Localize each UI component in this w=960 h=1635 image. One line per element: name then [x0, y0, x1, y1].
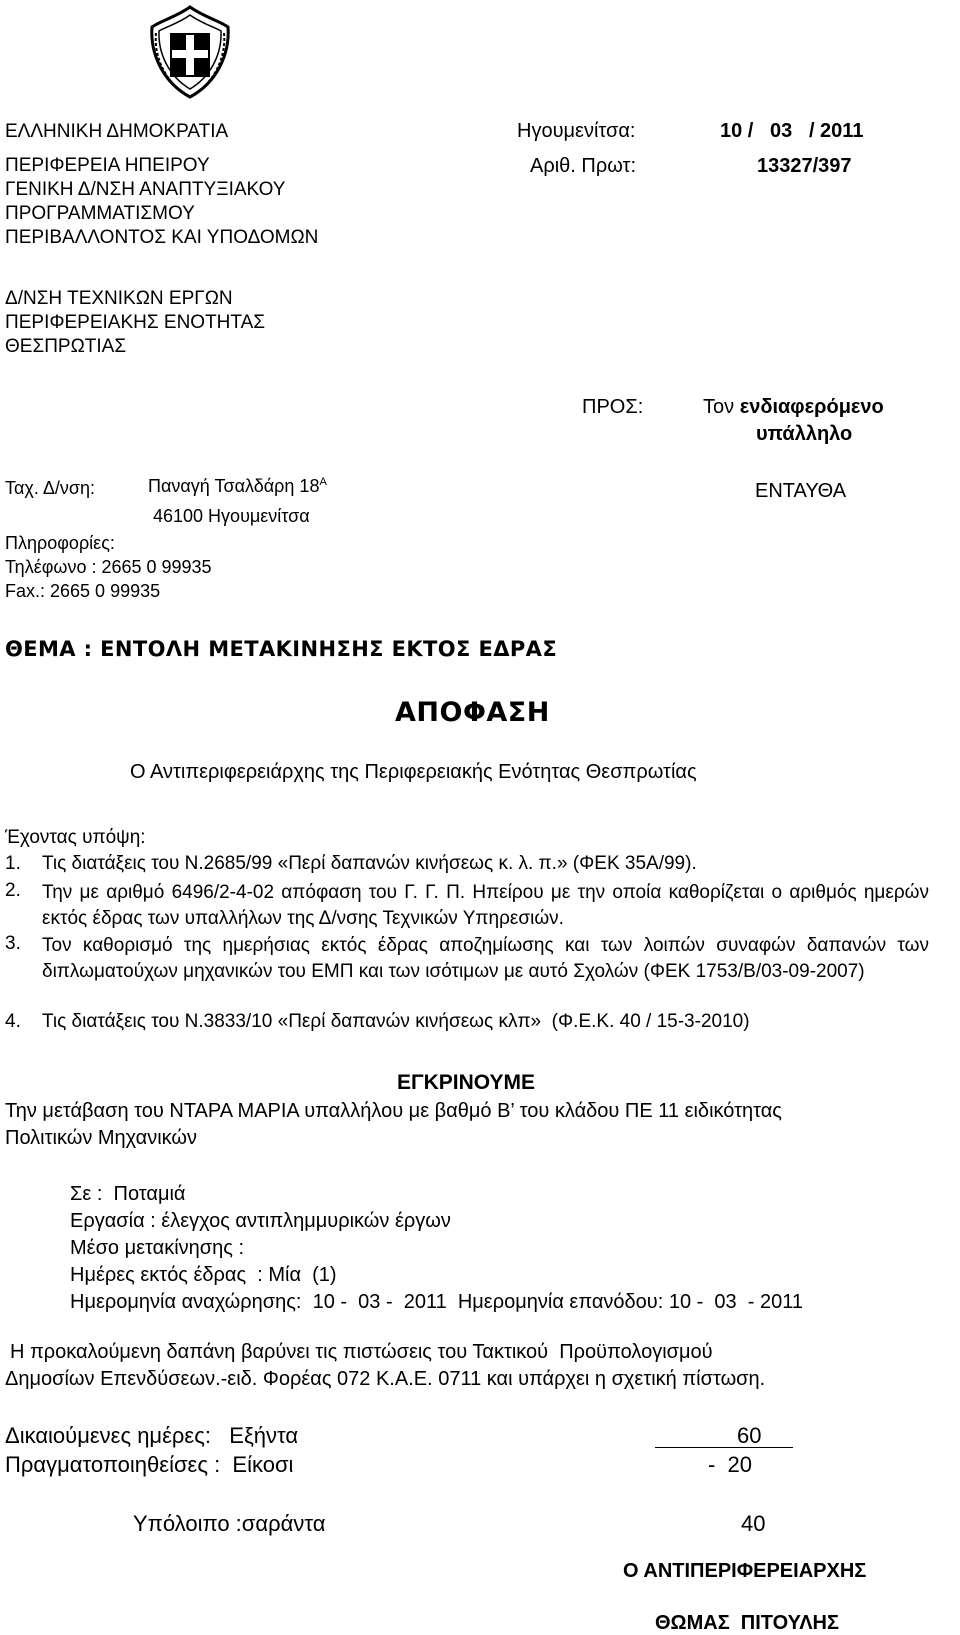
considering-label: Έχοντας υπόψη: [5, 827, 146, 848]
region-line: ΠΡΟΓΡΑΜΜΑΤΙΣΜΟΥ [5, 203, 195, 224]
detail-work: Εργασία : έλεγχος αντιπλημμυρικών έργων [70, 1210, 451, 1232]
address-superscript: Α [319, 476, 327, 488]
recipient-prefix: Τον [703, 396, 740, 418]
subject-heading: ΘΕΜΑ : ΕΝΤΟΛΗ ΜΕΤΑΚΙΝΗΣΗΣ ΕΚΤΟΣ ΕΔΡΑΣ [5, 637, 558, 661]
recipient-label: ΠΡΟΣ: [582, 396, 644, 418]
recipient-location: ΕΝΤΑΥΘΑ [755, 480, 847, 502]
address-label: Ταχ. Δ/νση: [5, 478, 96, 498]
budget-text: Η προκαλούμενη δαπάνη βαρύνει τις πιστώσεις του Τακτικού Προϋπολογισμού [10, 1341, 713, 1363]
decision-title: ΑΠΟΦΑΣΗ [395, 697, 550, 728]
remaining-days-label: Υπόλοιπο :σαράντα [133, 1511, 326, 1536]
region-line: ΠΕΡΙΒΑΛΛΟΝΤΟΣ ΚΑΙ ΥΠΟΔΟΜΩΝ [5, 227, 319, 248]
address-street [148, 476, 327, 497]
greek-coat-of-arms-emblem [146, 3, 234, 101]
info-label: Πληροφορίες: [5, 533, 115, 553]
department-line: ΠΕΡΙΦΕΡΕΙΑΚΗΣ ΕΝΟΤΗΤΑΣ [5, 312, 266, 333]
signatory-name: ΘΩΜΑΣ ΠΙΤΟΥΛΗΣ [655, 1612, 839, 1634]
region-line: ΓΕΝΙΚΗ Δ/ΝΣΗ ΑΝΑΠΤΥΞΙΑΚΟΥ [5, 179, 286, 200]
protocol-label: Αριθ. Πρωτ: [530, 155, 637, 177]
protocol-number: 13327/397 [757, 155, 852, 177]
detail-destination: Σε : Ποταμιά [70, 1183, 186, 1205]
used-days-value: - 20 [708, 1452, 753, 1477]
detail-transport: Μέσο μετακίνησης : [70, 1237, 245, 1259]
authority-line: Ο Αντιπεριφερειάρχης της Περιφερειακής Ενότητας Θεσπρωτίας [130, 761, 697, 783]
approve-text: Την μετάβαση του ΝΤΑΡΑ ΜΑΡΙΑ υπαλλήλου με βαθμό Β’ του κλάδου ΠΕ 11 ειδικότητας [5, 1100, 782, 1122]
list-item: Τις διατάξεις του Ν.3833/10 «Περί δαπανών κινήσεως κλπ» (Φ.Ε.Κ. 40 / 15-3-2010) [42, 1011, 750, 1032]
remaining-days-value: 40 [741, 1511, 766, 1536]
budget-text: Δημοσίων Επενδύσεων.-ειδ. Φορέας 072 Κ.Α.Ε. 0711 και υπάρχει η σχετική πίστωση. [5, 1368, 766, 1390]
recipient-line-1 [703, 396, 884, 419]
list-item-number: 2. [5, 880, 21, 901]
recipient-line-2: υπάλληλο [756, 423, 853, 445]
region-line: ΠΕΡΙΦΕΡΕΙΑ ΗΠΕΙΡΟΥ [5, 155, 210, 176]
approve-text: Πολιτικών Μηχανικών [5, 1127, 198, 1149]
detail-dates: Ημερομηνία αναχώρησης: 10 - 03 - 2011 Ημερομηνία επανόδου: 10 - 03 - 2011 [70, 1291, 804, 1313]
list-item-number: 3. [5, 933, 21, 954]
list-item: Τον καθορισμό της ημερήσιας εκτός έδρας αποζημίωσης και των λοιπών συναφών δαπανών των διπλωματούχων μηχανικών του ΕΜΠ και των ισότιμων με αυτό Σχολών (ΦΕΚ 1753/Β/03-09-2007) [42, 935, 929, 982]
entitled-days-value: 60 [737, 1423, 762, 1448]
list-item-number: 1. [5, 853, 21, 874]
phone-line: Τηλέφωνο : 2665 0 99935 [5, 557, 212, 577]
recipient-bold: ενδιαφερόμενο [739, 396, 884, 418]
department-line: ΘΕΣΠΡΩΤΙΑΣ [5, 336, 127, 357]
document-date: 10 / 03 / 2011 [720, 120, 864, 142]
fax-line: Fax.: 2665 0 99935 [5, 581, 161, 601]
address-street-text: Παναγή Τσαλδάρη 18 [148, 476, 320, 496]
place-label: Ηγουμενίτσα: [517, 120, 636, 142]
entitled-days-label: Δικαιούμενες ημέρες: Εξήντα [5, 1423, 299, 1448]
list-item: Τις διατάξεις του Ν.2685/99 «Περί δαπανών κινήσεως κ. λ. π.» (ΦΕΚ 35Α/99). [42, 853, 697, 874]
country-name: ΕΛΛΗΝΙΚΗ ΔΗΜΟΚΡΑΤΙΑ [5, 121, 229, 142]
approve-heading: ΕΓΚΡΙΝΟΥΜΕ [397, 1071, 536, 1094]
list-item: Την με αριθμό 6496/2-4-02 απόφαση του Γ. Γ. Π. Ηπείρου με την οποία καθορίζεται ο αριθμός ημερών εκτός έδρας των υπαλλήλων της Δ/νσης Τεχνικών Υπηρεσιών. [42, 882, 929, 929]
signatory-title: Ο ΑΝΤΙΠΕΡΙΦΕΡΕΙΑΡΧΗΣ [623, 1560, 867, 1582]
address-city: 46100 Ηγουμενίτσα [153, 506, 310, 526]
department-line: Δ/ΝΣΗ ΤΕΧΝΙΚΩΝ ΕΡΓΩΝ [5, 288, 233, 309]
used-days-label: Πραγματοποιηθείσες : Είκοσι [5, 1452, 294, 1477]
sum-rule [655, 1447, 793, 1448]
list-item-number: 4. [5, 1011, 21, 1032]
detail-days-away: Ημέρες εκτός έδρας : Μία (1) [70, 1264, 337, 1286]
